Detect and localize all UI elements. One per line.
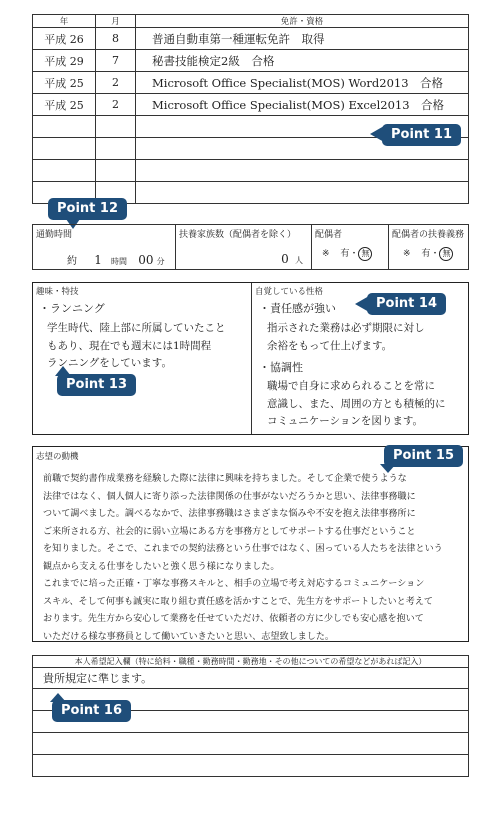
request-row-empty (33, 733, 469, 755)
spouse-dot: ・ (349, 249, 359, 259)
row-year: 平成 29 (33, 50, 96, 72)
personality-desc-line: 余裕をもって仕上げます。 (267, 339, 393, 352)
spouse-support-options (403, 246, 453, 261)
dependents-value (281, 252, 303, 266)
point-16-badge (52, 700, 131, 722)
commute-table (32, 224, 469, 270)
row-month: 2 (96, 72, 136, 94)
commute-hours: 1 (94, 253, 102, 267)
spouse-yes: 有 (340, 249, 350, 259)
commute-prefix: 約 (67, 256, 77, 267)
spouse-support-yes: 有 (421, 249, 431, 259)
hobby-item: ・ランニング (39, 302, 105, 315)
table-row (33, 72, 469, 94)
row-item: 秘書技能検定2級 合格 (136, 50, 469, 72)
row-item: Microsoft Office Specialist(MOS) Word2013 合格 (136, 72, 469, 94)
table-row (33, 28, 469, 50)
spouse-options (322, 246, 372, 261)
hobby-divider (251, 283, 252, 434)
spouse-no-circled: 無 (358, 247, 372, 261)
hobby-desc-line: もあり、現在でも週末には1時間程 (47, 339, 212, 352)
point-13-badge (57, 374, 136, 396)
commute-hours-unit: 時間 (111, 257, 128, 266)
point-15-label: Point 15 (393, 448, 455, 463)
table-row (33, 94, 469, 116)
point-11-tail (370, 126, 384, 142)
hobby-desc-line: 学生時代、陸上部に所属していたこと (47, 322, 226, 334)
personality-description-2 (267, 378, 467, 431)
hobbies-label: 趣味・特技 (36, 287, 79, 297)
row-month: 7 (96, 50, 136, 72)
personality-desc-line: 意識し、また、周囲の方とも積極的に (267, 397, 446, 410)
commute-label: 通勤時間 (36, 230, 73, 240)
point-11-label: Point 11 (391, 127, 453, 142)
row-item: Microsoft Office Specialist(MOS) Excel2013 合格 (136, 94, 469, 116)
spouse-support-mark: ※ (403, 249, 411, 259)
spouse-mark: ※ (322, 249, 330, 259)
spouse-support-label: 配偶者の扶養義務 (392, 230, 465, 240)
point-12-badge (48, 198, 127, 220)
personality-desc-line: 指示された業務は必ず期限に対し (267, 322, 425, 334)
request-row-empty (33, 755, 469, 777)
personality-desc-line: コミュニケーションを図ります。 (267, 415, 424, 427)
motivation-line: ご来所される方、社会的に弱い立場にある方を事務方としてサポートする仕事だということ (43, 526, 416, 537)
commute-value (67, 252, 165, 267)
point-13-tail (55, 366, 71, 376)
spouse-cell (312, 225, 389, 270)
personality-item-1: ・責任感が強い (259, 302, 336, 315)
motivation-line: いただける様な事務員として働いていきたいと思い、志望致しました。 (43, 631, 335, 642)
personality-item-2: ・協調性 (259, 361, 303, 374)
point-13-label: Point 13 (66, 377, 128, 392)
spouse-support-no-circled: 無 (439, 247, 453, 261)
hobby-desc-line: ランニングをしています。 (47, 357, 172, 369)
motivation-text (43, 471, 465, 646)
table-row (33, 50, 469, 72)
row-year: 平成 26 (33, 28, 96, 50)
request-text: 貴所規定に準じます。 (33, 668, 469, 689)
commute-minutes: 00 (138, 253, 154, 267)
point-16-label: Point 16 (61, 703, 123, 718)
dependents-number: 0 (281, 252, 289, 266)
hobby-description (47, 320, 251, 373)
motivation-line: 観点から支える仕事をしたいと強く思う様になりました。 (43, 561, 280, 572)
table-row-empty (33, 160, 469, 182)
point-14-tail (355, 296, 369, 312)
point-14-badge (367, 293, 446, 315)
point-15-tail (380, 464, 396, 473)
personality-desc-line: 職場で自身に求められることを常に (267, 380, 435, 392)
personality-description-1 (267, 320, 467, 355)
row-year: 平成 25 (33, 94, 96, 116)
license-table (32, 14, 469, 204)
spouse-support-dot: ・ (430, 249, 440, 259)
point-11-badge (382, 124, 461, 146)
motivation-line: スキル、そして何事も誠実に取り組む責任感を活かすことで、先生方をサポートしたいと考えて (43, 596, 434, 607)
row-month: 2 (96, 94, 136, 116)
motivation-line: おります。先生方から安心して業務を任せていただけ、依頼者の方に少しでも安心感を抱いて (43, 614, 424, 624)
header-year: 年 (33, 15, 96, 28)
commute-cell (33, 225, 176, 270)
point-12-label: Point 12 (57, 201, 119, 216)
motivation-box (32, 446, 469, 642)
motivation-label: 志望の動機 (36, 452, 79, 462)
row-year: 平成 25 (33, 72, 96, 94)
request-label: 本人希望記入欄（特に給料・職種・勤務時間・勤務地・その他についての希望などがあれば記入） (33, 656, 469, 668)
motivation-line: ついて調べました。調べるなかで、法律事務職はさまざまな悩みや不安を抱え法律事務所に (43, 509, 416, 519)
spouse-label: 配偶者 (315, 230, 343, 240)
personality-label: 自覚している性格 (255, 287, 324, 297)
motivation-line: を知りました。そこで、これまでの契約法務という仕事ではなく、困っている人たちを法律という (43, 544, 443, 554)
commute-minutes-unit: 分 (156, 257, 165, 266)
point-14-label: Point 14 (376, 296, 438, 311)
dependents-cell (176, 225, 312, 270)
motivation-line: 前職で契約書作成業務を経験した際に法律に興味を持ちました。そして企業で使うような (43, 474, 407, 484)
point-16-tail (50, 693, 66, 702)
motivation-line: これまでに培った正確・丁寧な事務スキルと、相手の立場で考え対応するコミュニケーション (43, 579, 425, 589)
row-item: 普通自動車第一種運転免許 取得 (136, 28, 469, 50)
header-month: 月 (96, 15, 136, 28)
header-license: 免許・資格 (136, 15, 469, 28)
motivation-line: 法律ではなく、個人個人に寄り添った法律関係の仕事がないだろうかと思い、法律事務職に (43, 491, 416, 502)
spouse-support-cell (389, 225, 469, 270)
dependents-label: 扶養家族数（配偶者を除く） (179, 230, 297, 240)
row-month: 8 (96, 28, 136, 50)
dependents-unit: 人 (295, 256, 303, 265)
